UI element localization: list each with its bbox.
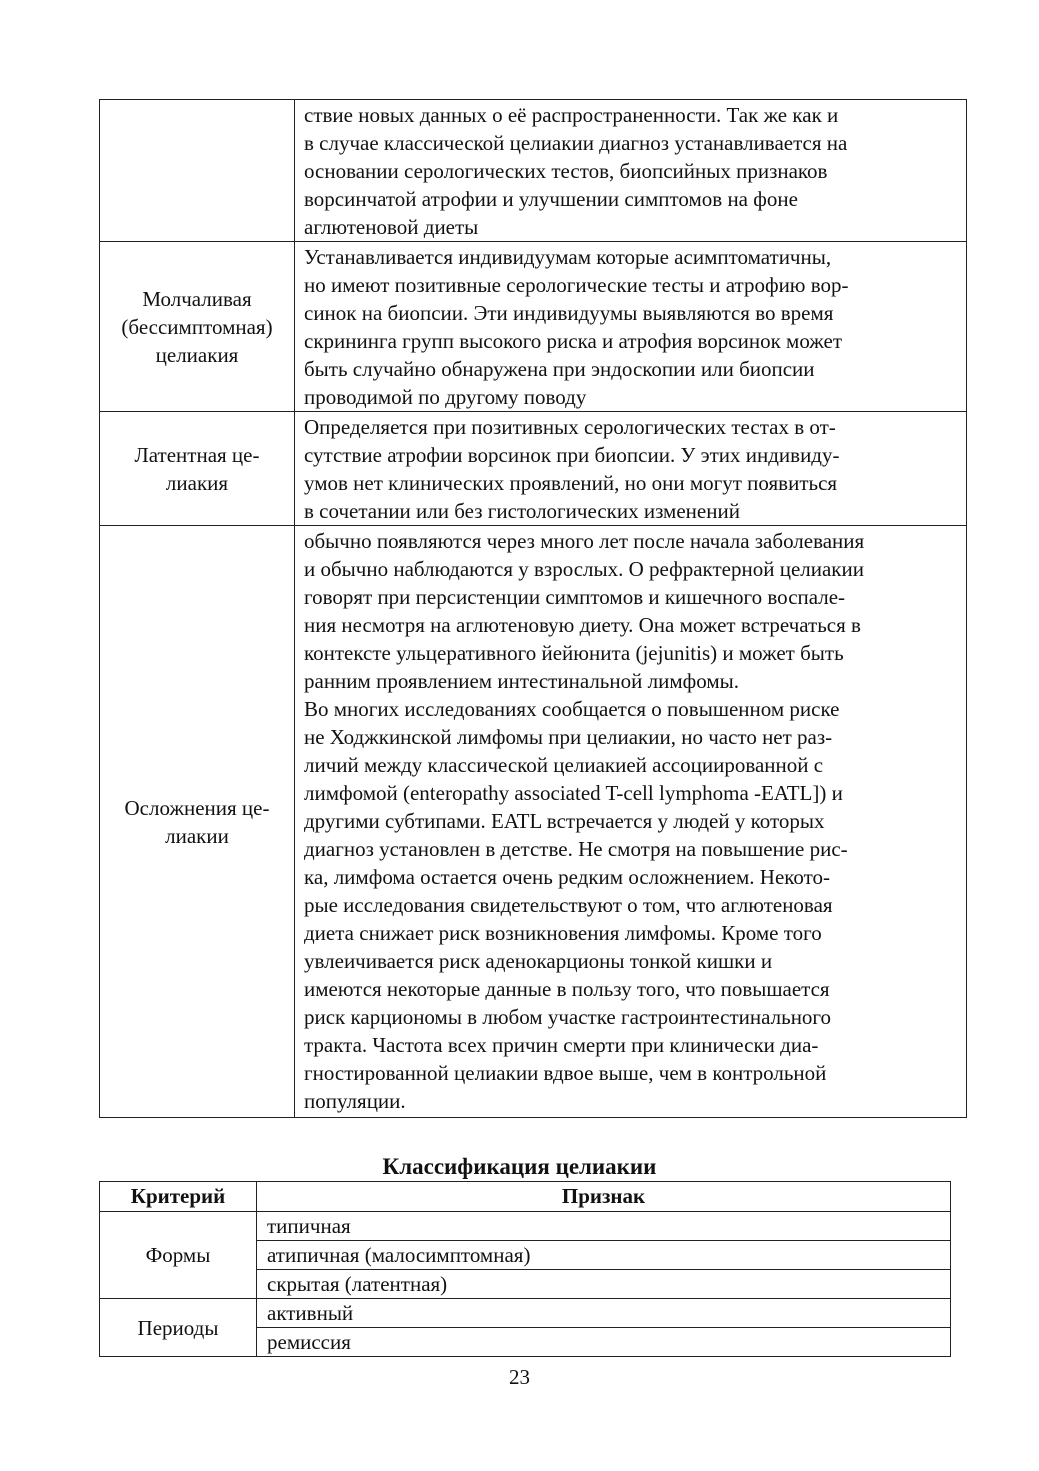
sign-cell: активный [257,1299,951,1328]
table-row [100,412,967,526]
form-description: Устанавливается индивидуумам которые асимптоматичны, но имеют позитивные серологические тесты и атрофию вор- синок на биопсии. Эти индивидуумы выявляются во время скрининга групп высокого риска и атрофия ворсинок может быть случайно обнаружена при эндоскопии или биопсии проводимой по другому поводу [295,242,967,412]
sign-cell: скрытая (латентная) [257,1270,951,1299]
form-description: обычно появляются через много лет после начала заболевания и обычно наблюдаются у взрослых. О рефрактерной целиакии говорят при персистенции симптомов и кишечного воспале- ния несмотря на аглютеновую диету. Она может встречаться в контексте ульцеративного йейюнита (jejunitis) и может быть ранним проявлением интестинальной лимфомы. Во многих исследованиях сообщается о повышенном риске не Ходжкинской лимфомы при целиакии, но часто нет раз- личий между классической целиакией ассоциированной с лимфомой (enteropathy associated T-cell lymphoma -EATL]) и другими субтипами. EATL встречается у людей у которых диагноз установлен в детстве. Не смотря на повышение рис- ка, лимфома остается очень редким осложнением. Некото- рые исследования свидетельствуют о том, что аглютеновая диета снижает риск возникновения лимфомы. Кроме того увлеичивается риск аденокарционы тонкой кишки и имеются некоторые данные в пользу того, что повышается риск карциономы в любом участке гастроинтестинального тракта. Частота всех причин смерти при клинически диа- гностированной целиакии вдвое выше, чем в контрольной популяции. [295,526,967,1118]
header-criterion: Критерий [100,1182,257,1212]
form-description: Определяется при позитивных серологических тестах в от- сутствие атрофии ворсинок при биопсии. У этих индивиду- умов нет клинических проявлений, но они могут появиться в сочетании или без гистологических изменений [295,412,967,526]
form-label-cell [100,412,295,526]
table-row [100,526,967,1118]
form-description: ствие новых данных о её распространенности. Так же как и в случае классической целиакии диагноз устанавливается на основании серологических тестов, биопсийных признаков ворсинчатой атрофии и улучшении симптомов на фоне аглютеновой диеты [295,100,967,242]
celiac-forms-table [99,99,967,1118]
form-label-cell [100,526,295,1118]
page-number: 23 [509,1365,530,1389]
classification-title: Классификация целиакии [382,1154,657,1179]
form-label: Молчаливая (бессимптомная) целиакия [121,286,273,367]
table-row [100,1212,951,1241]
classification-table [99,1181,951,1357]
form-label: Латентная це- лиакия [134,442,260,495]
sign-cell: ремиссия [257,1328,951,1357]
form-label-cell [100,242,295,412]
form-label: Осложнения це- лиакии [124,795,270,848]
form-label-cell [100,100,295,242]
criterion-cell: Формы [100,1212,257,1299]
sign-cell: атипичная (малосимптомная) [257,1241,951,1270]
table-row [100,100,967,242]
table-row [100,242,967,412]
table-row [100,1299,951,1328]
header-sign: Признак [257,1182,951,1212]
table-header-row [100,1182,951,1212]
sign-cell: типичная [257,1212,951,1241]
criterion-cell: Периоды [100,1299,257,1357]
